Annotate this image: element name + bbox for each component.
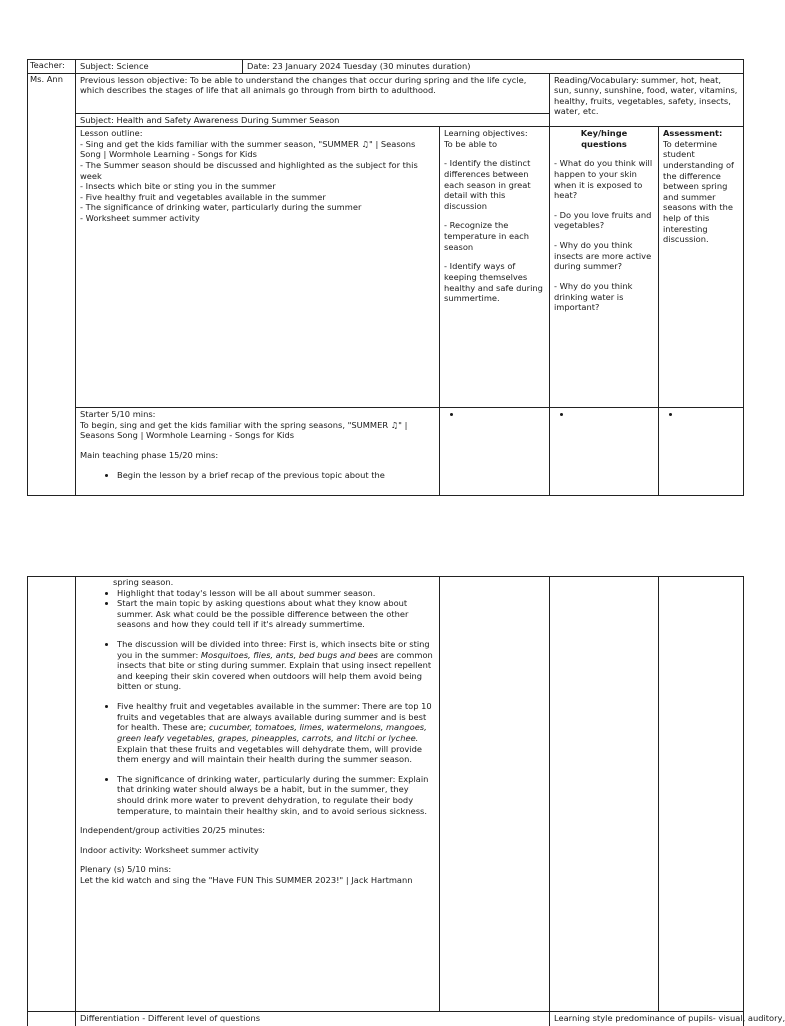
starter-title: Starter 5/10 mins: <box>80 409 156 420</box>
main-teaching-continued <box>76 577 440 1012</box>
reading-vocabulary: Reading/Vocabulary: summer, hot, heat, sun, sunny, sunshine, food, water, vitamins, healthy, fruits, vegetables, safety, insects, water, etc. <box>550 73 744 127</box>
outline-item: - Worksheet summer activity <box>80 213 200 224</box>
teacher-name: Ms. Ann <box>28 73 76 496</box>
objectives-title: Learning objectives: <box>444 128 528 139</box>
outline-item: - Insects which bite or sting you in the summer <box>80 181 276 192</box>
objective-item: - Recognize the temperature in each season <box>444 220 529 252</box>
previous-objective: Previous lesson objective: To be able to understand the changes that occur during spring and the life cycle, which describes the stages of life that all animals go through from birth to adulthood. <box>76 73 550 113</box>
assessment-bullet-cell <box>659 408 744 496</box>
subject-cell: Subject: Science <box>76 60 243 74</box>
fruits-intro: Five healthy fruit and vegetables available in the summer: There are top 10 fruits and vegetables that are always available during summer and is best for health. These are; <box>117 701 432 733</box>
questions-title: Key/hinge questions <box>580 128 628 149</box>
insects-list: Mosquitoes, flies, ants, bed bugs and bees <box>200 649 378 660</box>
insects-explanation: are common insects that bite or sting during summer. Explain that using insect repellent and keeping their skin covered when outdoors will help them avoid being bitten or stung. <box>117 649 433 692</box>
objective-item: - Identify ways of keeping themselves healthy and safe during summertime. <box>444 261 543 304</box>
learning-style: Learning style predominance of pupils- visual, auditory, <box>550 1012 744 1026</box>
learning-objectives <box>440 127 550 408</box>
water-bullet: • The significance of drinking water, particularly during the summer: Explain that drinking water should always be a habit, but in the summer, they should drink more water to prevent dehydration, to regulate their body temperature, to maintain their healthy skin, and to avoid serious sickness. <box>117 774 435 816</box>
date-cell: Date: 23 January 2024 Tuesday (30 minutes duration) <box>243 60 744 74</box>
questions-bullet-cell <box>550 408 659 496</box>
main-teaching-bullet: • Begin the lesson by a brief recap of the previous topic about the <box>117 470 435 481</box>
lesson-outline <box>76 127 440 408</box>
outline-item: - The significance of drinking water, particularly during the summer <box>80 202 362 213</box>
teacher-column-empty <box>28 1012 76 1026</box>
outline-item: - Sing and get the kids familiar with the summer season, "SUMMER ♫" | Seasons Song | Wormhole Learning - Songs for Kids <box>80 138 416 160</box>
subject-line: Subject: Health and Safety Awareness During Summer Season <box>76 113 550 127</box>
lesson-plan-table-page-2 <box>27 576 785 1026</box>
starter-text: To begin, sing and get the kids familiar with the spring seasons, "SUMMER ♫" | Seasons Song | Wormhole Learning - Songs for Kids <box>80 419 408 441</box>
fruits-bullet <box>117 701 435 765</box>
continued-text: spring season. <box>113 577 174 587</box>
teaching-bullet: • Start the main topic by asking questions about what they know about summer. Ask what could be the possible difference between the other seasons and how they could tell if it's already summertime. <box>117 598 435 630</box>
fruits-list: cucumber, tomatoes, limes, watermelons, mangoes, green leafy vegetables, grapes, pineapples, carrots, and litchi or lychee. <box>117 722 427 743</box>
question-item: - Do you love fruits and vegetables? <box>554 209 652 231</box>
plenary-title: Plenary (s) 5/10 mins: <box>80 864 172 875</box>
lesson-plan-table-page-1 <box>27 59 744 496</box>
assessment <box>659 127 744 408</box>
assessment-text: To determine student understanding of the difference between spring and summer seasons with the help of this interesting discussion. <box>663 138 734 245</box>
independent-activities: Independent/group activities 20/25 minutes: <box>80 825 266 836</box>
objective-item: - Identify the distinct differences between each season in great detail with this discussion <box>444 158 531 211</box>
question-item: - What do you think will happen to your skin when it is exposed to heat? <box>554 158 653 201</box>
differentiation: Differentiation - Different level of questions <box>76 1012 550 1026</box>
plenary-text: Let the kid watch and sing the "Have FUN This SUMMER 2023!" | Jack Hartmann <box>80 875 413 886</box>
empty-bullet <box>572 409 654 420</box>
teacher-label: Teacher: <box>28 60 76 74</box>
assessment-column-empty <box>659 577 744 1012</box>
objectives-column-empty <box>440 577 550 1012</box>
main-teaching-title: Main teaching phase 15/20 mins: <box>80 450 219 461</box>
teacher-column-empty <box>28 577 76 1012</box>
starter-section <box>76 408 440 496</box>
key-questions <box>550 127 659 408</box>
teaching-bullet: • Highlight that today's lesson will be all about summer season. <box>117 588 435 599</box>
objectives-bullet-cell <box>440 408 550 496</box>
indoor-activity: Indoor activity: Worksheet summer activity <box>80 844 259 855</box>
assessment-title: Assessment: <box>663 128 723 139</box>
insects-intro: The discussion will be divided into three: First is, which insects bite or sting you in the summer: <box>117 639 430 660</box>
outline-item: - Five healthy fruit and vegetables available in the summer <box>80 191 326 202</box>
outline-title: Lesson outline: <box>80 128 143 139</box>
fruits-explanation: Explain that these fruits and vegetables will dehydrate them, will provide them energy and will maintain their health during the summer season. <box>117 743 422 765</box>
question-item: - Why do you think insects are more active during summer? <box>554 240 652 272</box>
objectives-intro: To be able to <box>444 138 498 149</box>
empty-bullet <box>681 409 739 420</box>
insects-bullet <box>117 639 435 692</box>
empty-bullet <box>462 409 545 420</box>
outline-item: - The Summer season should be discussed and highlighted as the subject for this week <box>80 160 418 181</box>
questions-column-empty <box>550 577 659 1012</box>
question-item: - Why do you think drinking water is important? <box>554 280 633 313</box>
